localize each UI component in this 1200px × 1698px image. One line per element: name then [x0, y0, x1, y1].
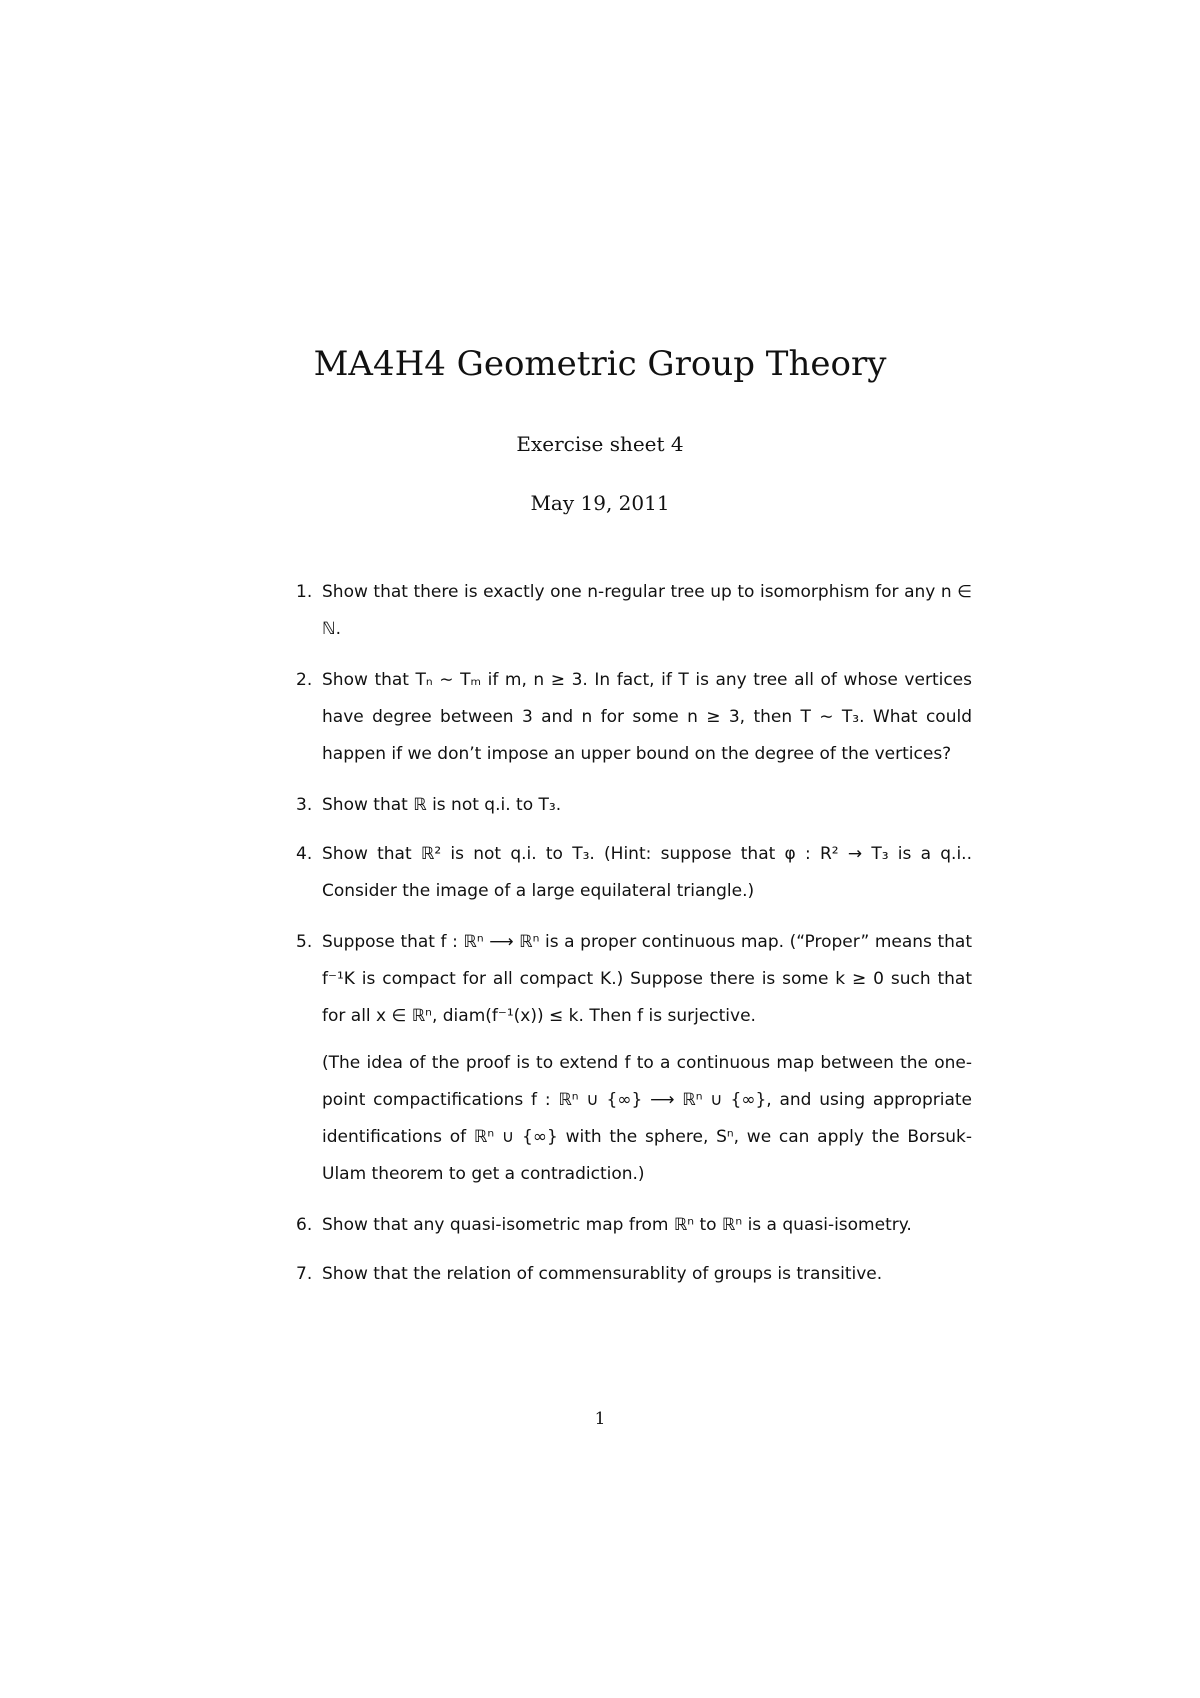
exercise-item-4 — [296, 836, 972, 910]
exercise-text: Show that Tₙ ∼ Tₘ if m, n ≥ 3. In fact, if T is any tree all of whose vertices have degree between 3 and n for some n ≥ 3, then T ∼ T₃. What could happen if we don’t impose an upper bound on the degree of the vertices? — [322, 670, 972, 764]
exercise-text: Show that ℝ is not q.i. to T₃. — [322, 795, 562, 815]
exercise-number: 7. — [296, 1264, 313, 1284]
exercise-item-1 — [296, 574, 972, 648]
exercise-item-5 — [296, 924, 972, 1193]
exercise-item-3 — [296, 787, 972, 824]
exercise-list — [296, 574, 972, 1307]
exercise-text: Show that any quasi-isometric map from ℝⁿ to ℝⁿ is a quasi-isometry. — [322, 1215, 912, 1235]
exercise-hint-note: (The idea of the proof is to extend f to a continuous map between the one-point compactifications f : ℝⁿ ∪ {∞} ⟶ ℝⁿ ∪ {∞}, and using appropriate identifications of ℝⁿ ∪ {∞} with the sphere, Sⁿ, we can apply the Borsuk-Ulam theorem to get a contradiction.) — [322, 1053, 972, 1184]
exercise-item-6 — [296, 1207, 972, 1244]
exercise-number: 6. — [296, 1215, 313, 1235]
exercise-text: Suppose that f : ℝⁿ ⟶ ℝⁿ is a proper continuous map. (“Proper” means that f⁻¹K is compact for all compact K.) Suppose there is some k ≥ 0 such that for all x ∈ ℝⁿ, diam(f⁻¹(x)) ≤ k. Then f is surjective. — [322, 932, 972, 1026]
exercise-item-7 — [296, 1256, 972, 1293]
exercise-number: 4. — [296, 844, 313, 864]
exercise-number: 5. — [296, 932, 313, 952]
page-title: MA4H4 Geometric Group Theory — [313, 344, 887, 384]
page-number: 1 — [594, 1409, 606, 1429]
page-date: May 19, 2011 — [530, 491, 670, 515]
exercise-text: Show that ℝ² is not q.i. to T₃. (Hint: suppose that φ : R² → T₃ is a q.i.. Consider the image of a large equilateral triangle.) — [322, 844, 972, 901]
exercise-text: Show that the relation of commensurablity of groups is transitive. — [322, 1264, 883, 1284]
exercise-number: 2. — [296, 670, 313, 690]
exercise-number: 3. — [296, 795, 313, 815]
page-subtitle: Exercise sheet 4 — [516, 432, 684, 456]
exercise-number: 1. — [296, 582, 313, 602]
exercise-text: Show that there is exactly one n-regular tree up to isomorphism for any n ∈ ℕ. — [322, 582, 972, 639]
exercise-item-2 — [296, 662, 972, 773]
